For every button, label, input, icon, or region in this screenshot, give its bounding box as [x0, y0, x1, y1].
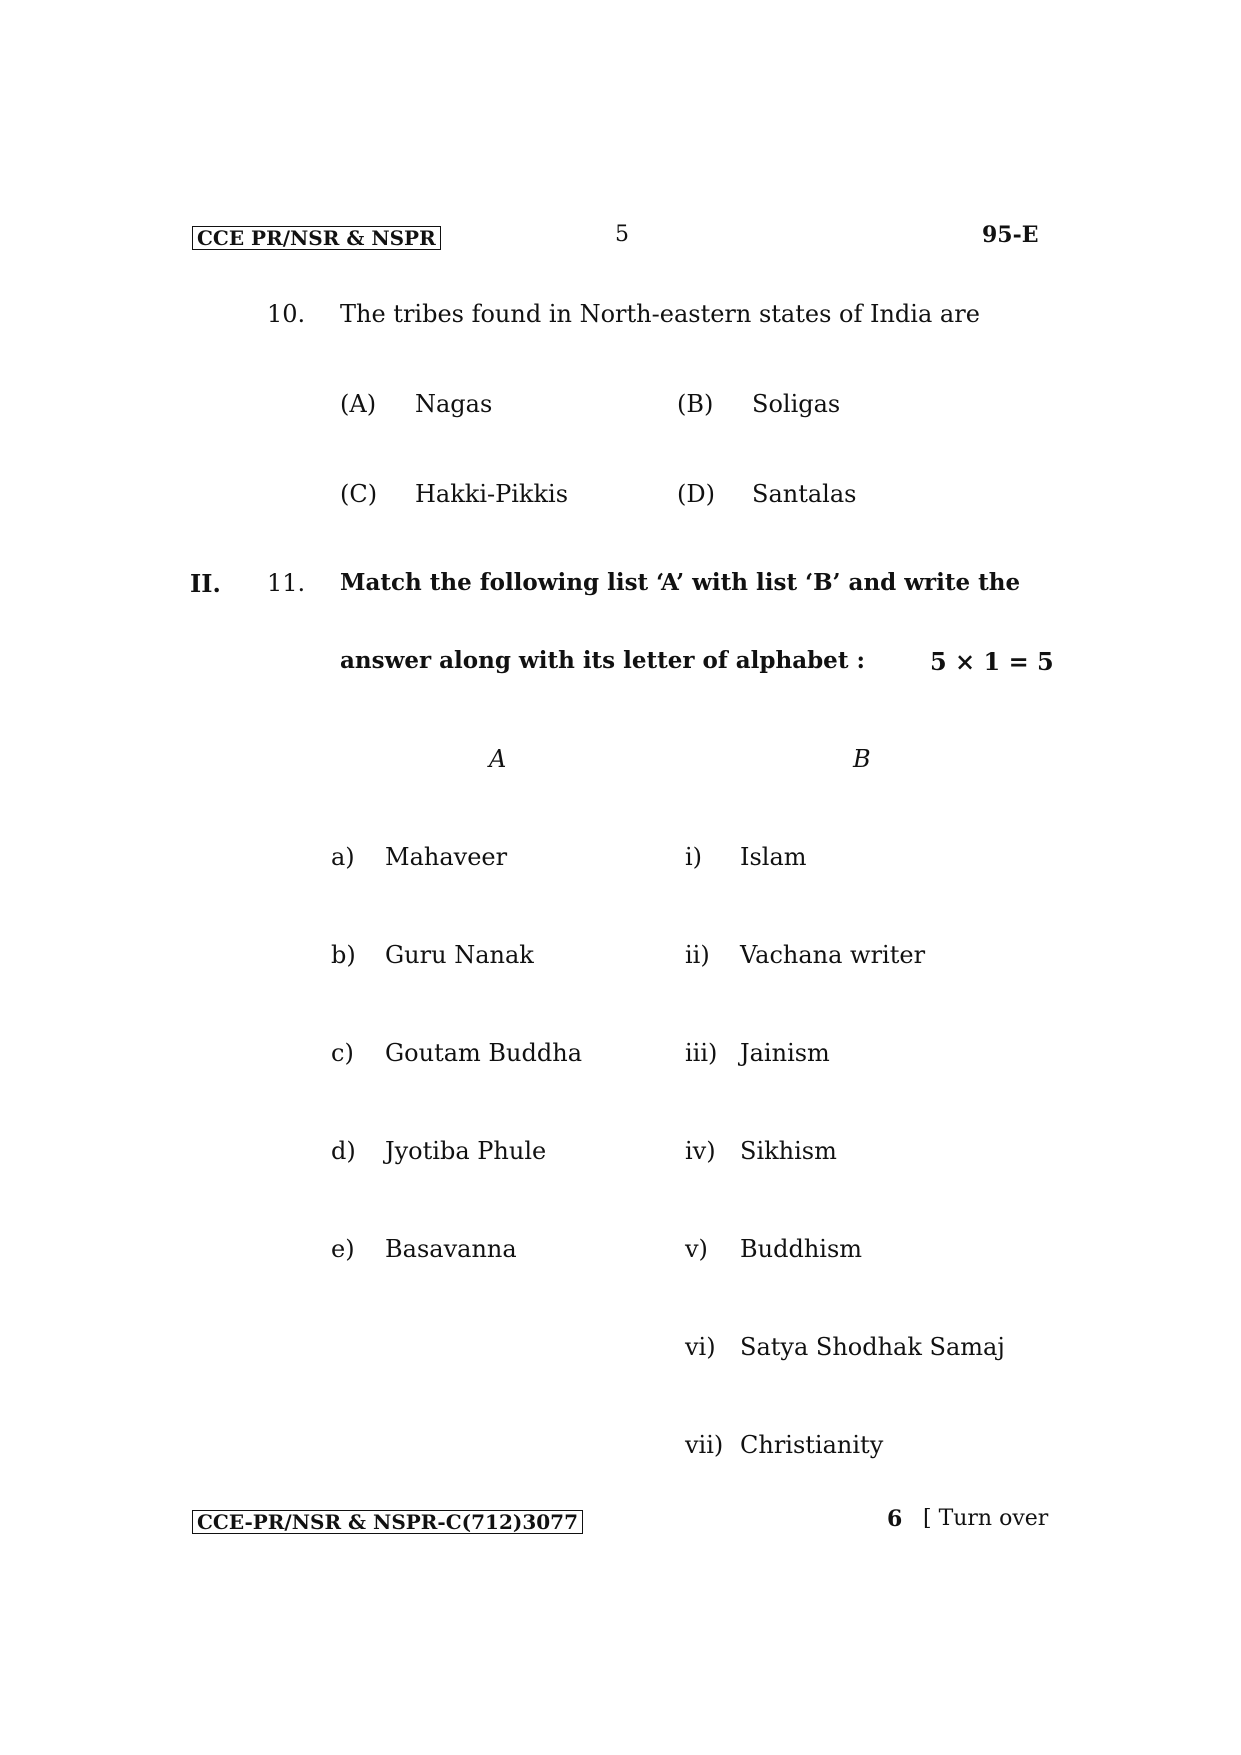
list-b-label: iii) — [685, 1039, 718, 1067]
list-a-label: d) — [331, 1137, 356, 1165]
turn-over-note: [ Turn over — [923, 1506, 1049, 1531]
paper-code: 95-E — [982, 222, 1039, 248]
question-10-number: 10. — [267, 300, 306, 328]
list-b-item: Christianity — [740, 1431, 884, 1459]
list-b-item: Jainism — [740, 1039, 830, 1067]
list-b-item: Islam — [740, 843, 807, 871]
column-b-heading: B — [853, 745, 871, 773]
option-b-text: Soligas — [752, 390, 841, 418]
option-d-label: (D) — [677, 480, 715, 508]
question-11-line1: Match the following list ‘A’ with list ‘B’ and write the — [340, 569, 1021, 596]
option-b-label: (B) — [677, 390, 714, 418]
list-b-label: vii) — [685, 1431, 724, 1459]
list-a-label: b) — [331, 941, 356, 969]
footer-code: CCE-PR/NSR & NSPR-C(712)3077 — [192, 1510, 583, 1534]
list-b-label: vi) — [685, 1333, 716, 1361]
question-11-marks: 5 × 1 = 5 — [930, 647, 1054, 676]
list-a-item: Guru Nanak — [385, 941, 534, 969]
question-11-line2: answer along with its letter of alphabet : — [340, 647, 865, 674]
list-b-item: Sikhism — [740, 1137, 837, 1165]
option-c-label: (C) — [340, 480, 378, 508]
question-10-text: The tribes found in North-eastern states of India are — [340, 300, 980, 328]
list-b-item: Vachana writer — [740, 941, 926, 969]
list-a-label: e) — [331, 1235, 355, 1263]
list-a-label: a) — [331, 843, 355, 871]
list-b-item: Satya Shodhak Samaj — [740, 1333, 1005, 1361]
list-b-label: v) — [685, 1235, 708, 1263]
option-a-label: (A) — [340, 390, 377, 418]
header-code: CCE PR/NSR & NSPR — [192, 226, 441, 250]
question-11-number: 11. — [267, 569, 306, 597]
list-a-item: Mahaveer — [385, 843, 508, 871]
list-b-label: ii) — [685, 941, 710, 969]
list-b-label: i) — [685, 843, 703, 871]
option-d-text: Santalas — [752, 480, 857, 508]
list-b-item: Buddhism — [740, 1235, 863, 1263]
list-b-label: iv) — [685, 1137, 716, 1165]
next-page-number: 6 — [887, 1506, 903, 1532]
column-a-heading: A — [489, 745, 507, 773]
section-label: II. — [190, 569, 221, 598]
list-a-item: Goutam Buddha — [385, 1039, 583, 1067]
option-a-text: Nagas — [415, 390, 493, 418]
list-a-item: Basavanna — [385, 1235, 517, 1263]
list-a-item: Jyotiba Phule — [385, 1137, 547, 1165]
list-a-label: c) — [331, 1039, 354, 1067]
option-c-text: Hakki-Pikkis — [415, 480, 569, 508]
page-number: 5 — [615, 222, 629, 247]
